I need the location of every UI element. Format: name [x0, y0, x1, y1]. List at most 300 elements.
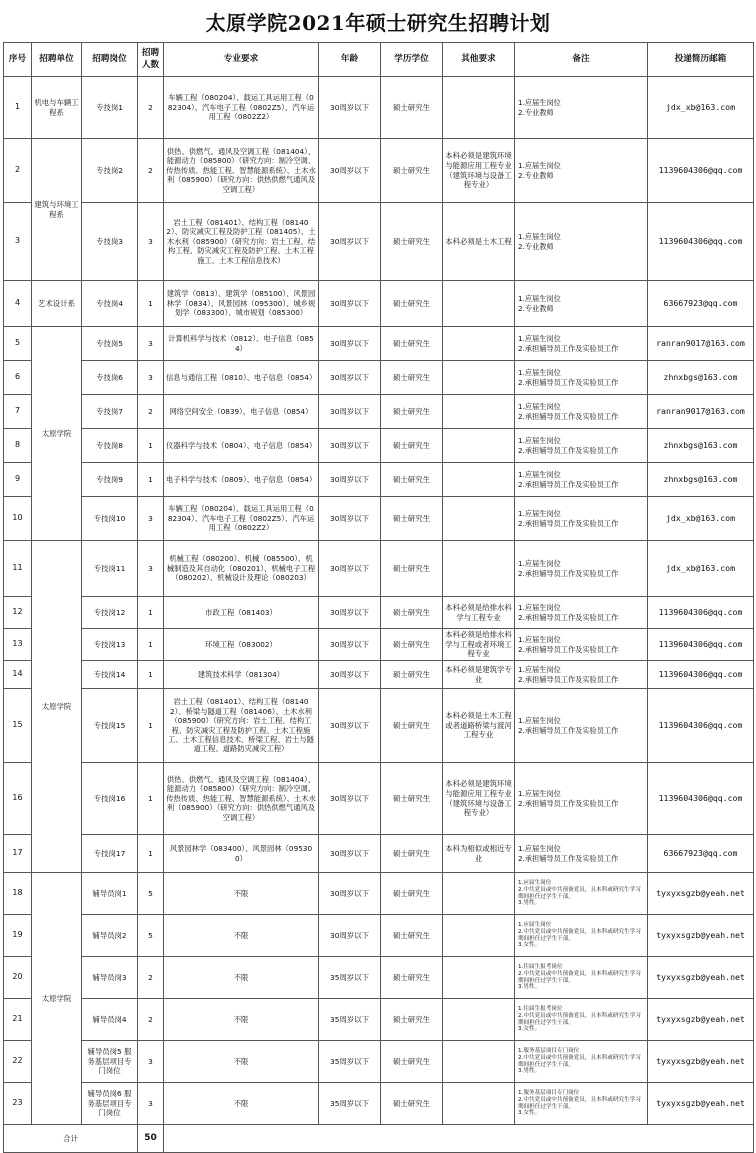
row-post: 专技岗10: [82, 497, 138, 541]
row-major: 车辆工程（080204）、载运工具运用工程（082304）、汽车电子工程（0802Z5）、汽车运用工程（0802Z2）: [164, 497, 319, 541]
note-line: 1.应届生岗位: [518, 436, 561, 446]
note-line: 1.应届生岗位: [518, 789, 561, 799]
row-seq: 23: [4, 1083, 32, 1125]
note-line: 3.男性。: [518, 984, 541, 991]
note-line: 2.承担辅导员工作及实验员工作: [518, 445, 619, 455]
row-age: 30周岁以下: [319, 77, 381, 139]
row-age: 30周岁以下: [319, 497, 381, 541]
table-row: [4, 629, 754, 661]
table-row: [4, 395, 754, 429]
row-seq: 7: [4, 395, 32, 429]
row-other: [443, 915, 515, 957]
row-count: 3: [138, 203, 164, 281]
row-major: 计算机科学与技术（0812）、电子信息（0854）: [164, 327, 319, 361]
row-age: 30周岁以下: [319, 915, 381, 957]
row-notes: [515, 429, 648, 463]
row-edu: 硕士研究生: [381, 429, 443, 463]
row-post: 专技岗3: [82, 203, 138, 281]
note-line: 2.承担辅导员工作及实验员工作: [518, 853, 619, 863]
row-post: 辅导员岗5 服务基层项目专门岗位: [82, 1041, 138, 1083]
note-line: 1.应届生岗位: [518, 368, 561, 378]
row-major: 不限: [164, 915, 319, 957]
row-notes: [515, 497, 648, 541]
row-other: [443, 1083, 515, 1125]
row-other: [443, 999, 515, 1041]
row-age: 30周岁以下: [319, 429, 381, 463]
note-line: 3.女性。: [518, 1110, 541, 1117]
row-major: 车辆工程（080204）、载运工具运用工程（082304）、汽车电子工程（0802Z5）、汽车运用工程（0802Z2）: [164, 77, 319, 139]
row-edu: 硕士研究生: [381, 835, 443, 873]
row-email: zhnxbgs@163.com: [648, 361, 754, 395]
row-count: 3: [138, 327, 164, 361]
note-line: 2.专业教师: [518, 303, 554, 313]
row-other: 本科为相似或相近专业: [443, 835, 515, 873]
note-line: 1.应届生岗位: [518, 635, 561, 645]
note-line: 1.应届生岗位: [518, 232, 561, 242]
note-line: 3.男性。: [518, 900, 541, 907]
note-line: 2.专业教师: [518, 170, 554, 180]
row-edu: 硕士研究生: [381, 463, 443, 497]
row-email: 1139604306@qq.com: [648, 689, 754, 763]
row-seq: 21: [4, 999, 32, 1041]
row-other: 本科必须是土木工程: [443, 203, 515, 281]
row-unit: 太原学院: [32, 873, 82, 1125]
row-email: zhnxbgs@163.com: [648, 463, 754, 497]
row-post: 专技岗11: [82, 541, 138, 597]
note-line: 2.承担辅导员工作及实验员工作: [518, 411, 619, 421]
row-seq: 12: [4, 597, 32, 629]
row-other: 本科必须是建筑环境与能源应用工程专业（建筑环境与设备工程专业）: [443, 139, 515, 203]
row-age: 30周岁以下: [319, 835, 381, 873]
row-post: 辅导员岗1: [82, 873, 138, 915]
note-line: 2.承担辅导员工作及实验员工作: [518, 612, 619, 622]
row-other: [443, 957, 515, 999]
row-other: [443, 429, 515, 463]
total-label: 合计: [4, 1125, 138, 1153]
row-post: 专技岗16: [82, 763, 138, 835]
row-age: 30周岁以下: [319, 629, 381, 661]
row-count: 3: [138, 1083, 164, 1125]
row-post: 辅导员岗3: [82, 957, 138, 999]
row-age: 30周岁以下: [319, 873, 381, 915]
row-post: 专技岗17: [82, 835, 138, 873]
row-post: 专技岗12: [82, 597, 138, 629]
note-line: 1.应届生岗位: [518, 161, 561, 171]
row-post: 专技岗8: [82, 429, 138, 463]
note-line: 2.承担辅导员工作及实验员工作: [518, 798, 619, 808]
row-notes: [515, 361, 648, 395]
row-seq: 1: [4, 77, 32, 139]
row-notes: [515, 1041, 648, 1083]
row-notes: [515, 463, 648, 497]
row-notes: [515, 77, 648, 139]
row-post: 专技岗14: [82, 661, 138, 689]
row-count: 3: [138, 361, 164, 395]
row-edu: 硕士研究生: [381, 629, 443, 661]
row-email: jdx_xb@163.com: [648, 497, 754, 541]
table-row: [4, 361, 754, 395]
row-unit: 建筑与环境工程系: [32, 139, 82, 281]
table-row: [4, 429, 754, 463]
note-line: 2.承担辅导员工作及实验员工作: [518, 377, 619, 387]
table-row: [4, 915, 754, 957]
row-notes: [515, 139, 648, 203]
note-line: 1.应届生岗位: [518, 334, 561, 344]
header-unit: 招聘单位: [32, 43, 82, 77]
note-line: 1.应届生岗位: [518, 294, 561, 304]
row-post: 专技岗6: [82, 361, 138, 395]
row-post: 辅导员岗2: [82, 915, 138, 957]
table-row: [4, 1041, 754, 1083]
table-row: [4, 77, 754, 139]
row-edu: 硕士研究生: [381, 957, 443, 999]
row-email: tyxyxsgzb@yeah.net: [648, 957, 754, 999]
row-major: 市政工程（081403）: [164, 597, 319, 629]
row-other: [443, 281, 515, 327]
row-major: 仪器科学与技术（0804）、电子信息（0854）: [164, 429, 319, 463]
row-email: ranran9017@163.com: [648, 395, 754, 429]
row-email: 1139604306@qq.com: [648, 629, 754, 661]
note-line: 1.应届生岗位: [518, 716, 561, 726]
table-row: [4, 327, 754, 361]
row-major: 信息与通信工程（0810）、电子信息（0854）: [164, 361, 319, 395]
row-notes: [515, 281, 648, 327]
row-other: [443, 361, 515, 395]
row-notes: [515, 203, 648, 281]
row-notes: [515, 689, 648, 763]
row-email: 1139604306@qq.com: [648, 763, 754, 835]
row-other: [443, 395, 515, 429]
note-line: 1.应届生岗位: [518, 402, 561, 412]
note-line: 1.应届生岗位: [518, 665, 561, 675]
row-age: 30周岁以下: [319, 361, 381, 395]
note-line: 2.承担辅导员工作及实验员工作: [518, 725, 619, 735]
row-age: 30周岁以下: [319, 763, 381, 835]
note-line: 2.专业教师: [518, 241, 554, 251]
row-email: 1139604306@qq.com: [648, 661, 754, 689]
header-post: 招聘岗位: [82, 43, 138, 77]
row-seq: 9: [4, 463, 32, 497]
note-line: 1.应届生岗位: [518, 470, 561, 480]
row-age: 35周岁以下: [319, 957, 381, 999]
note-line: 2.承担辅导员工作及实验员工作: [518, 343, 619, 353]
table-row: [4, 873, 754, 915]
row-major: 风景园林学（083400）、风景园林（095300）: [164, 835, 319, 873]
row-edu: 硕士研究生: [381, 999, 443, 1041]
row-age: 35周岁以下: [319, 1041, 381, 1083]
row-seq: 8: [4, 429, 32, 463]
row-post: 专技岗9: [82, 463, 138, 497]
row-email: tyxyxsgzb@yeah.net: [648, 1041, 754, 1083]
note-line: 2.承担辅导员工作及实验员工作: [518, 479, 619, 489]
row-email: 63667923@qq.com: [648, 281, 754, 327]
header-age: 年龄: [319, 43, 381, 77]
note-line: 1.应届生岗位: [518, 98, 561, 108]
row-age: 30周岁以下: [319, 541, 381, 597]
note-line: 1.应届生岗位: [518, 559, 561, 569]
row-post: 专技岗2: [82, 139, 138, 203]
row-other: 本科必须是给排水科学与工程专业: [443, 597, 515, 629]
row-count: 1: [138, 689, 164, 763]
row-count: 1: [138, 629, 164, 661]
row-count: 1: [138, 661, 164, 689]
row-seq: 15: [4, 689, 32, 763]
row-other: 本科必须是给排水科学与工程或者环境工程专业: [443, 629, 515, 661]
row-edu: 硕士研究生: [381, 1041, 443, 1083]
row-count: 3: [138, 497, 164, 541]
note-line: 2.中共党员或中共预备党员，且本科或研究生学习期间担任过学生干部。: [518, 1012, 641, 1026]
row-seq: 22: [4, 1041, 32, 1083]
note-line: 2.中共党员或中共预备党员，且本科或研究生学习期间担任过学生干部。: [518, 1054, 641, 1068]
note-line: 3.男性。: [518, 1068, 541, 1075]
row-unit: 艺术设计系: [32, 281, 82, 327]
row-edu: 硕士研究生: [381, 139, 443, 203]
recruitment-table: [3, 42, 754, 1153]
table-row: [4, 497, 754, 541]
row-count: 5: [138, 915, 164, 957]
table-row: [4, 661, 754, 689]
row-count: 5: [138, 873, 164, 915]
row-edu: 硕士研究生: [381, 77, 443, 139]
row-edu: 硕士研究生: [381, 597, 443, 629]
row-age: 30周岁以下: [319, 203, 381, 281]
row-email: jdx_xb@163.com: [648, 77, 754, 139]
row-seq: 11: [4, 541, 32, 597]
row-major: 网络空间安全（0839）、电子信息（0854）: [164, 395, 319, 429]
row-major: 供热、供燃气、通风及空调工程（081404）、能源动力（085800）（研究方向：制冷空调、传热传质、热能工程、智慧能源系统）、土木水利（085900）（研究方向：供热供燃气通风及空调工程）: [164, 763, 319, 835]
row-edu: 硕士研究生: [381, 281, 443, 327]
row-count: 2: [138, 139, 164, 203]
row-age: 30周岁以下: [319, 327, 381, 361]
row-count: 2: [138, 957, 164, 999]
row-email: 1139604306@qq.com: [648, 597, 754, 629]
row-edu: 硕士研究生: [381, 873, 443, 915]
row-age: 30周岁以下: [319, 597, 381, 629]
row-major: 环境工程（083002）: [164, 629, 319, 661]
note-line: 2.中共党员或中共预备党员，且本科或研究生学习期间担任过学生干部。: [518, 970, 641, 984]
table-row: [4, 1083, 754, 1125]
total-row: [4, 1125, 754, 1153]
row-notes: [515, 763, 648, 835]
note-line: 1.服务基层项目专门岗位: [518, 1089, 580, 1096]
row-seq: 16: [4, 763, 32, 835]
row-edu: 硕士研究生: [381, 327, 443, 361]
row-edu: 硕士研究生: [381, 361, 443, 395]
table-row: [4, 957, 754, 999]
row-seq: 6: [4, 361, 32, 395]
row-seq: 4: [4, 281, 32, 327]
row-notes: [515, 1083, 648, 1125]
note-line: 1.应届生岗位: [518, 509, 561, 519]
row-age: 35周岁以下: [319, 1083, 381, 1125]
row-edu: 硕士研究生: [381, 661, 443, 689]
row-email: 1139604306@qq.com: [648, 203, 754, 281]
row-age: 30周岁以下: [319, 463, 381, 497]
row-major: 不限: [164, 999, 319, 1041]
row-count: 1: [138, 835, 164, 873]
row-seq: 19: [4, 915, 32, 957]
row-seq: 3: [4, 203, 32, 281]
table-row: [4, 541, 754, 597]
row-email: jdx_xb@163.com: [648, 541, 754, 597]
row-count: 2: [138, 395, 164, 429]
header-count: 招聘人数: [138, 43, 164, 77]
row-notes: [515, 999, 648, 1041]
row-seq: 14: [4, 661, 32, 689]
row-age: 30周岁以下: [319, 661, 381, 689]
note-line: 2.承担辅导员工作及实验员工作: [518, 568, 619, 578]
row-post: 辅导员岗4: [82, 999, 138, 1041]
row-count: 3: [138, 1041, 164, 1083]
row-seq: 13: [4, 629, 32, 661]
note-line: 1.应届生岗位: [518, 603, 561, 613]
row-major: 不限: [164, 1083, 319, 1125]
row-count: 1: [138, 597, 164, 629]
note-line: 2.承担辅导员工作及实验员工作: [518, 518, 619, 528]
note-line: 2.中共党员或中共预备党员，且本科或研究生学习期间担任过学生干部。: [518, 1096, 641, 1110]
row-email: tyxyxsgzb@yeah.net: [648, 915, 754, 957]
row-edu: 硕士研究生: [381, 763, 443, 835]
header-major: 专业要求: [164, 43, 319, 77]
row-edu: 硕士研究生: [381, 203, 443, 281]
row-seq: 17: [4, 835, 32, 873]
row-count: 1: [138, 429, 164, 463]
row-post: 专技岗7: [82, 395, 138, 429]
row-count: 2: [138, 999, 164, 1041]
row-age: 35周岁以下: [319, 999, 381, 1041]
row-major: 机械工程（080200）、机械（085500）、机械制造及其自动化（080201）、机械电子工程（080202）、机械设计及理论（080203）: [164, 541, 319, 597]
row-edu: 硕士研究生: [381, 497, 443, 541]
row-other: [443, 1041, 515, 1083]
row-other: [443, 497, 515, 541]
row-count: 1: [138, 281, 164, 327]
row-other: [443, 463, 515, 497]
note-line: 1.往届生报考岗位: [518, 1005, 563, 1012]
note-line: 3.女性。: [518, 1026, 541, 1033]
row-email: tyxyxsgzb@yeah.net: [648, 1083, 754, 1125]
row-major: 建筑技术科学（081304）: [164, 661, 319, 689]
note-line: 2.专业教师: [518, 107, 554, 117]
row-edu: 硕士研究生: [381, 1083, 443, 1125]
row-post: 专技岗4: [82, 281, 138, 327]
row-age: 30周岁以下: [319, 281, 381, 327]
note-line: 2.中共党员或中共预备党员，且本科或研究生学习期间担任过学生干部。: [518, 886, 641, 900]
header-other: 其他要求: [443, 43, 515, 77]
row-other: [443, 77, 515, 139]
row-notes: [515, 395, 648, 429]
table-row: [4, 689, 754, 763]
table-row: [4, 835, 754, 873]
row-major: 电子科学与技术（0809）、电子信息（0854）: [164, 463, 319, 497]
total-count: 50: [138, 1125, 164, 1153]
page-title: 太原学院2021年硕士研究生招聘计划: [205, 10, 551, 35]
row-notes: [515, 835, 648, 873]
row-seq: 5: [4, 327, 32, 361]
header-notes: 备注: [515, 43, 648, 77]
row-email: ranran9017@163.com: [648, 327, 754, 361]
row-email: zhnxbgs@163.com: [648, 429, 754, 463]
table-header-row: [4, 43, 754, 77]
note-line: 2.承担辅导员工作及实验员工作: [518, 674, 619, 684]
row-post: 专技岗1: [82, 77, 138, 139]
table-row: [4, 597, 754, 629]
table-row: [4, 463, 754, 497]
row-email: 1139604306@qq.com: [648, 139, 754, 203]
row-seq: 2: [4, 139, 32, 203]
row-post: 专技岗5: [82, 327, 138, 361]
table-row: [4, 139, 754, 203]
row-post: 辅导员岗6 服务基层项目专门岗位: [82, 1083, 138, 1125]
row-notes: [515, 629, 648, 661]
header-email: 投递简历邮箱: [648, 43, 754, 77]
row-edu: 硕士研究生: [381, 689, 443, 763]
table-row: [4, 203, 754, 281]
header-edu: 学历学位: [381, 43, 443, 77]
row-other: [443, 327, 515, 361]
row-notes: [515, 327, 648, 361]
row-notes: [515, 597, 648, 629]
note-line: 3.女性。: [518, 942, 541, 949]
row-major: 岩土工程（081401）、结构工程（081402）、防灾减灾工程及防护工程（081405）、土木水利（085900）（研究方向：岩土工程、结构工程、防灾减灾工程及防护工程、土木工程施工、土木工程信息技术）: [164, 203, 319, 281]
row-other: 本科必须是建筑学专业: [443, 661, 515, 689]
row-email: 63667923@qq.com: [648, 835, 754, 873]
row-seq: 10: [4, 497, 32, 541]
row-post: 专技岗13: [82, 629, 138, 661]
table-row: [4, 999, 754, 1041]
note-line: 1.应届生岗位: [518, 921, 552, 928]
note-line: 2.承担辅导员工作及实验员工作: [518, 644, 619, 654]
row-major: 供热、供燃气、通风及空调工程（081404）、能源动力（085800）（研究方向：制冷空调、传热传质、热能工程、智慧能源系统）、土木水利（085900）（研究方向：供热供燃气通风及空调工程）: [164, 139, 319, 203]
row-edu: 硕士研究生: [381, 395, 443, 429]
note-line: 2.中共党员或中共预备党员，且本科或研究生学习期间担任过学生干部。: [518, 928, 641, 942]
row-count: 1: [138, 463, 164, 497]
row-major: 建筑学（0813）、建筑学（085100）、风景园林学（0834）、风景园林（095300）、城乡规划学（083300）、城市规划（085300）: [164, 281, 319, 327]
row-major: 岩土工程（081401）、结构工程（081402）、桥梁与隧道工程（081406）、土木水利（085900）（研究方向：岩土工程、结构工程、防灾减灾工程及防护工程、土木工程施工、土木工程信息技术、桥梁工程、岩土与隧道工程、道路防灾减灾工程）: [164, 689, 319, 763]
note-line: 1.应届生岗位: [518, 879, 552, 886]
row-count: 3: [138, 541, 164, 597]
row-notes: [515, 915, 648, 957]
row-other: [443, 873, 515, 915]
row-edu: 硕士研究生: [381, 915, 443, 957]
row-major: 不限: [164, 1041, 319, 1083]
note-line: 1.应届生岗位: [518, 844, 561, 854]
row-age: 30周岁以下: [319, 395, 381, 429]
row-unit: 太原学院: [32, 541, 82, 873]
row-seq: 20: [4, 957, 32, 999]
row-notes: [515, 957, 648, 999]
row-major: 不限: [164, 873, 319, 915]
row-other: 本科必须是建筑环境与能源应用工程专业（建筑环境与设备工程专业）: [443, 763, 515, 835]
table-row: [4, 281, 754, 327]
row-notes: [515, 661, 648, 689]
row-unit: 机电与车辆工程系: [32, 77, 82, 139]
row-age: 30周岁以下: [319, 689, 381, 763]
row-unit: 太原学院: [32, 327, 82, 541]
header-seq: 序号: [4, 43, 32, 77]
row-edu: 硕士研究生: [381, 541, 443, 597]
row-email: tyxyxsgzb@yeah.net: [648, 873, 754, 915]
row-notes: [515, 873, 648, 915]
row-other: 本科必须是土木工程或者道路桥梁与渡河工程专业: [443, 689, 515, 763]
row-email: tyxyxsgzb@yeah.net: [648, 999, 754, 1041]
row-age: 30周岁以下: [319, 139, 381, 203]
row-major: 不限: [164, 957, 319, 999]
table-row: [4, 763, 754, 835]
note-line: 1.往届生报考岗位: [518, 963, 563, 970]
row-count: 1: [138, 763, 164, 835]
total-blank: [164, 1125, 754, 1153]
row-count: 2: [138, 77, 164, 139]
